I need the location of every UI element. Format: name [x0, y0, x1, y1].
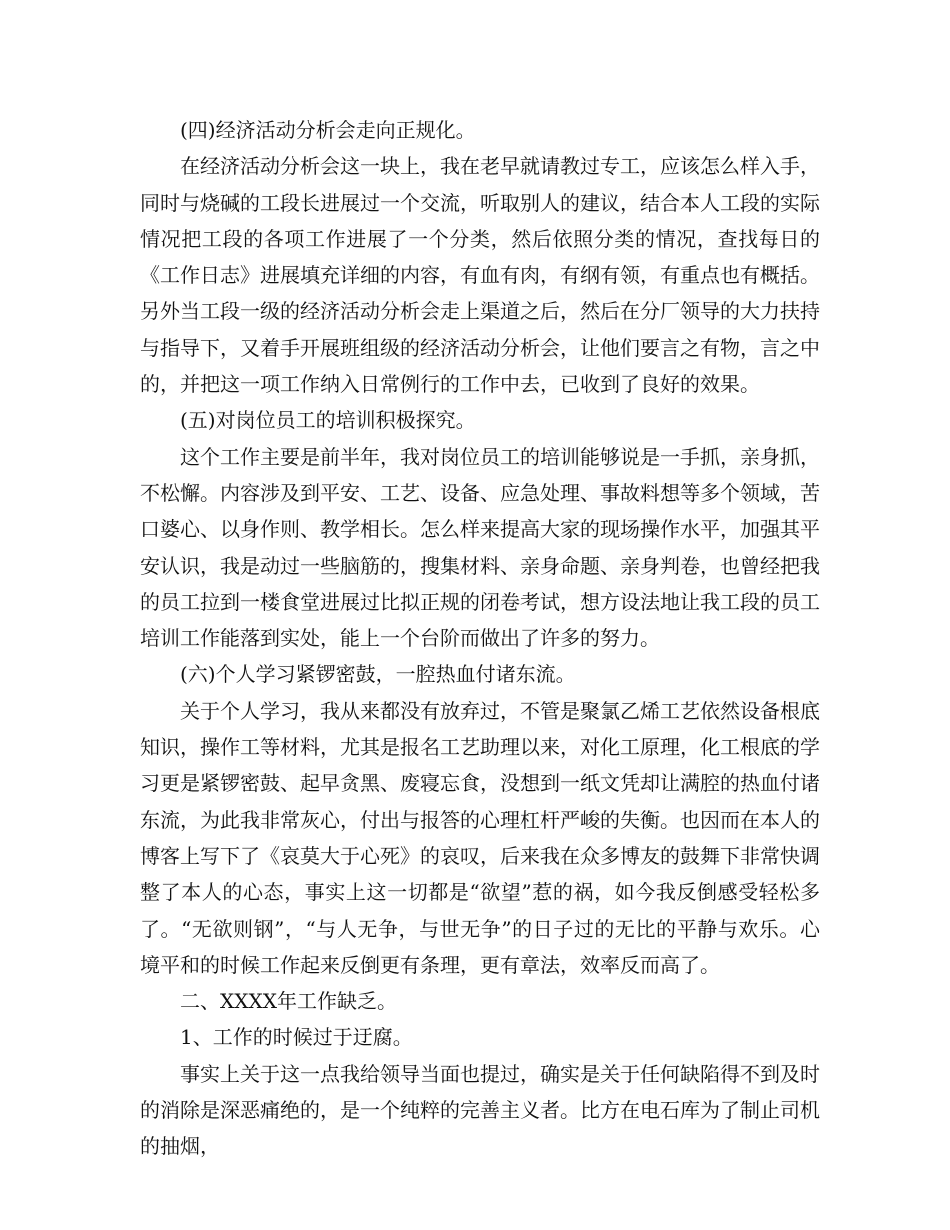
- paragraph-perfectionism: 事实上关于这一点我给领导当面也提过，确实是关于任何缺陷得不到及时的消除是深恶痛绝的，是一个纯粹的完善主义者。比方在电石库为了制止司机的抽烟，: [140, 1061, 820, 1159]
- section-heading-6: (六)个人学习紧锣密鼓，一腔热血付诸东流。: [180, 662, 576, 687]
- paragraph-personal-study: 关于个人学习，我从来都没有放弃过，不管是聚氯乙烯工艺依然设备根底知识，操作工等材料，尤其是报名工艺助理以来，对化工原理，化工根底的学习更是紧锣密鼓、起早贪黑、废寝忘食，没想到一纸文凭却让满腔的热血付诸东流，为此我非常灰心，付出与报答的心理杠杆严峻的失衡。也因而在本人的博客上写下了《哀莫大于心死》的哀叹，后来我在众多博友的鼓舞下非常快调整了本人的心态，事实上这一切都是“欲望”惹的祸，如今我反倒感受轻松多了。“无欲则钢”，“与人无争，与世无争”的日子过的无比的平静与欢乐。心境平和的时候工作起来反倒更有条理，更有章法，效率反而高了。: [140, 698, 820, 977]
- document-body: [140, 112, 820, 1165]
- subsection-heading-1: 1、工作的时候过于迂腐。: [180, 1025, 413, 1050]
- section-heading-shortcomings: 二、XXXX年工作缺乏。: [180, 989, 397, 1014]
- section-heading-4: (四)经济活动分析会走向正规化。: [180, 118, 476, 142]
- section-heading-5: (五)对岗位员工的培训积极探究。: [180, 408, 476, 433]
- paragraph-economic-analysis: 在经济活动分析会这一块上，我在老早就请教过专工，应该怎么样入手，同时与烧碱的工段长进展过一个交流，听取别人的建议，结合本人工段的实际情况把工段的各项工作进展了一个分类，然后依照分类的情况，查找每日的《工作日志》进展填充详细的内容，有血有肉，有纲有领，有重点也有概括。另外当工段一级的经济活动分析会走上渠道之后，然后在分厂领导的大力扶持与指导下，又着手开展班组级的经济活动分析会，让他们要言之有物，言之中的，并把这一项工作纳入日常例行的工作中去，已收到了良好的效果。: [140, 154, 820, 397]
- paragraph-staff-training: 这个工作主要是前半年，我对岗位员工的培训能够说是一手抓，亲身抓，不松懈。内容涉及到平安、工艺、设备、应急处理、事故料想等多个领域，苦口婆心、以身作则、教学相长。怎么样来提高大家的现场操作水平，加强其平安认识，我是动过一些脑筋的，搜集材料、亲身命题、亲身判卷，也曾经把我的员工拉到一楼食堂进展过比拟正规的闭卷考试，想方设法地让我工段的员工培训工作能落到实处，能上一个台阶而做出了许多的努力。: [140, 444, 820, 651]
